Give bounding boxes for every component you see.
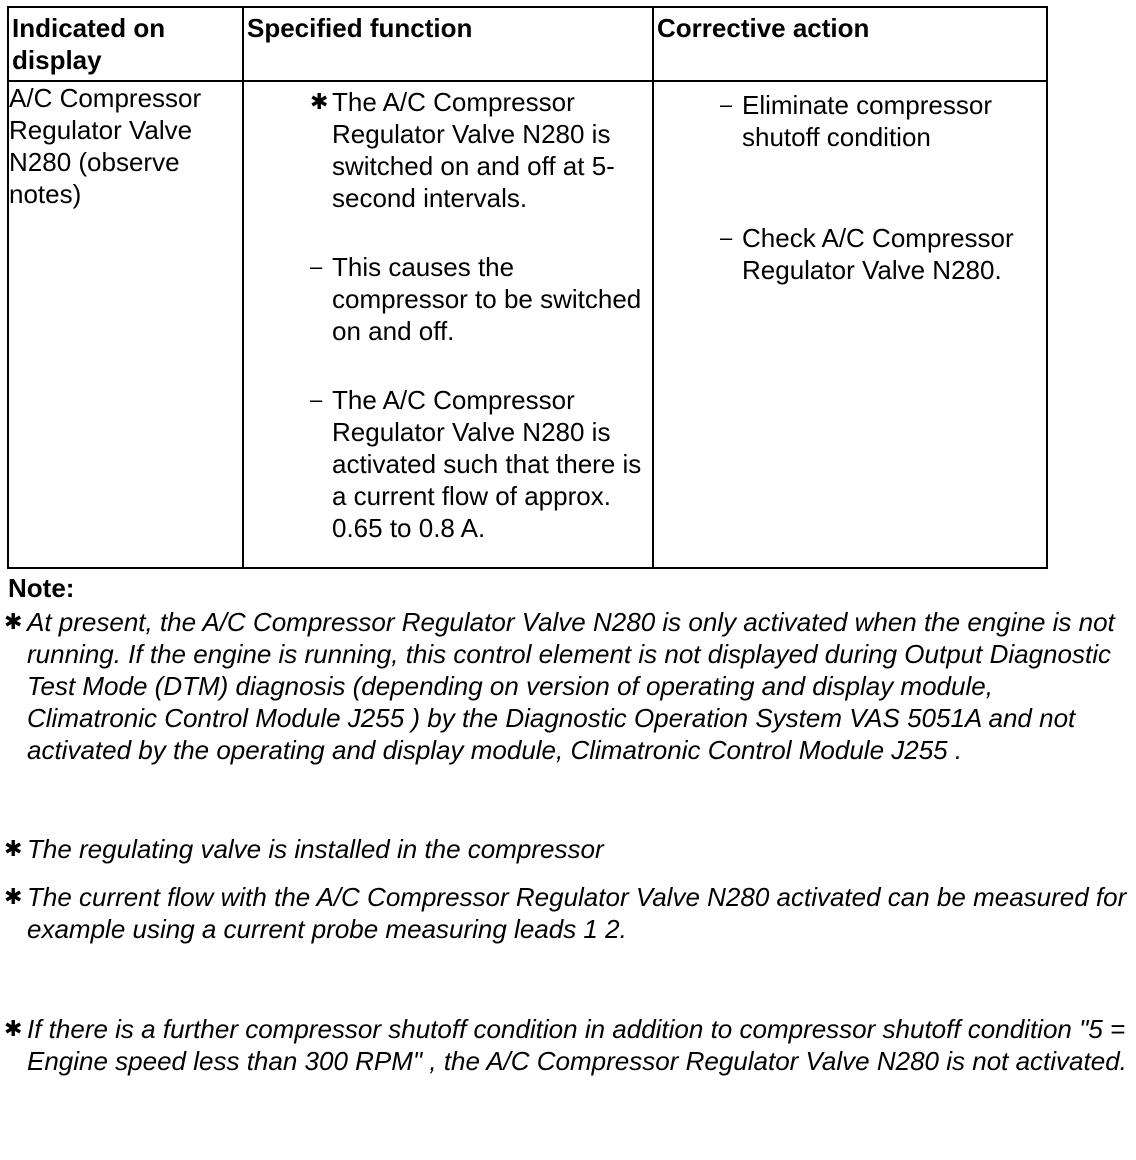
bullet-dash-icon: –: [720, 92, 733, 117]
note-text: The current flow with the A/C Compressor Regulator Valve N280 activated can be measured for example using a current probe measuring leads 1 2.: [27, 882, 1127, 944]
action-text: Eliminate compressor shutoff condition: [742, 90, 992, 152]
header-indicated-on-display: Indicated on display: [8, 7, 243, 81]
table-row: [8, 81, 1047, 568]
function-item: [244, 384, 652, 544]
bullet-star-icon: ✱: [4, 836, 23, 861]
action-item: [654, 89, 1046, 153]
bullet-star-icon: ✱: [310, 89, 329, 114]
function-text: The A/C Compressor Regulator Valve N280 is switched on and off at 5-second intervals.: [332, 87, 615, 213]
table-header-row: [8, 7, 1047, 81]
note-text: The regulating valve is installed in the compressor: [27, 834, 604, 864]
bullet-star-icon: ✱: [4, 1016, 23, 1041]
note-item: [0, 1013, 1130, 1077]
note-item: [0, 881, 1130, 945]
note-heading: Note:: [8, 573, 75, 603]
diagnostic-table: [7, 6, 1048, 569]
cell-indicated-on-display: [8, 81, 243, 568]
action-item: [654, 222, 1046, 286]
cell-specified-function: [243, 81, 653, 568]
header-specified-function: Specified function: [243, 7, 653, 81]
note-text: At present, the A/C Compressor Regulator Valve N280 is only activated when the engine is not running. If the engine is running, this control element is not displayed during Output Diagnostic Test Mode (DTM) diagnosis (depending on version of operating and display module, Climatronic Control Module J255 ) by the Diagnostic Operation System VAS 5051A and not activated by the operating and display module, Climatronic Control Module J255 .: [27, 607, 1115, 765]
function-text: This causes the compressor to be switched on and off.: [332, 252, 642, 346]
bullet-dash-icon: –: [310, 254, 323, 279]
cell-corrective-action: [653, 81, 1047, 568]
function-item: [244, 86, 652, 214]
note-item: [0, 606, 1130, 766]
indicated-text: A/C Compressor Regulator Valve N280 (observe notes): [9, 83, 202, 209]
function-text: The A/C Compressor Regulator Valve N280 is activated such that there is a current flow of approx. 0.65 to 0.8 A.: [332, 385, 642, 543]
header-corrective-action: Corrective action: [653, 7, 1047, 81]
action-text: Check A/C Compressor Regulator Valve N280.: [742, 223, 1014, 285]
function-item: [244, 251, 652, 347]
note-item: [0, 833, 1130, 865]
bullet-star-icon: ✱: [4, 884, 23, 909]
bullet-dash-icon: –: [720, 225, 733, 250]
note-text: If there is a further compressor shutoff condition in addition to compressor shutoff condition "5 = Engine speed less than 300 RPM" , the A/C Compressor Regulator Valve N280 is not activated.: [27, 1014, 1127, 1076]
bullet-dash-icon: –: [310, 387, 323, 412]
bullet-star-icon: ✱: [4, 609, 23, 634]
